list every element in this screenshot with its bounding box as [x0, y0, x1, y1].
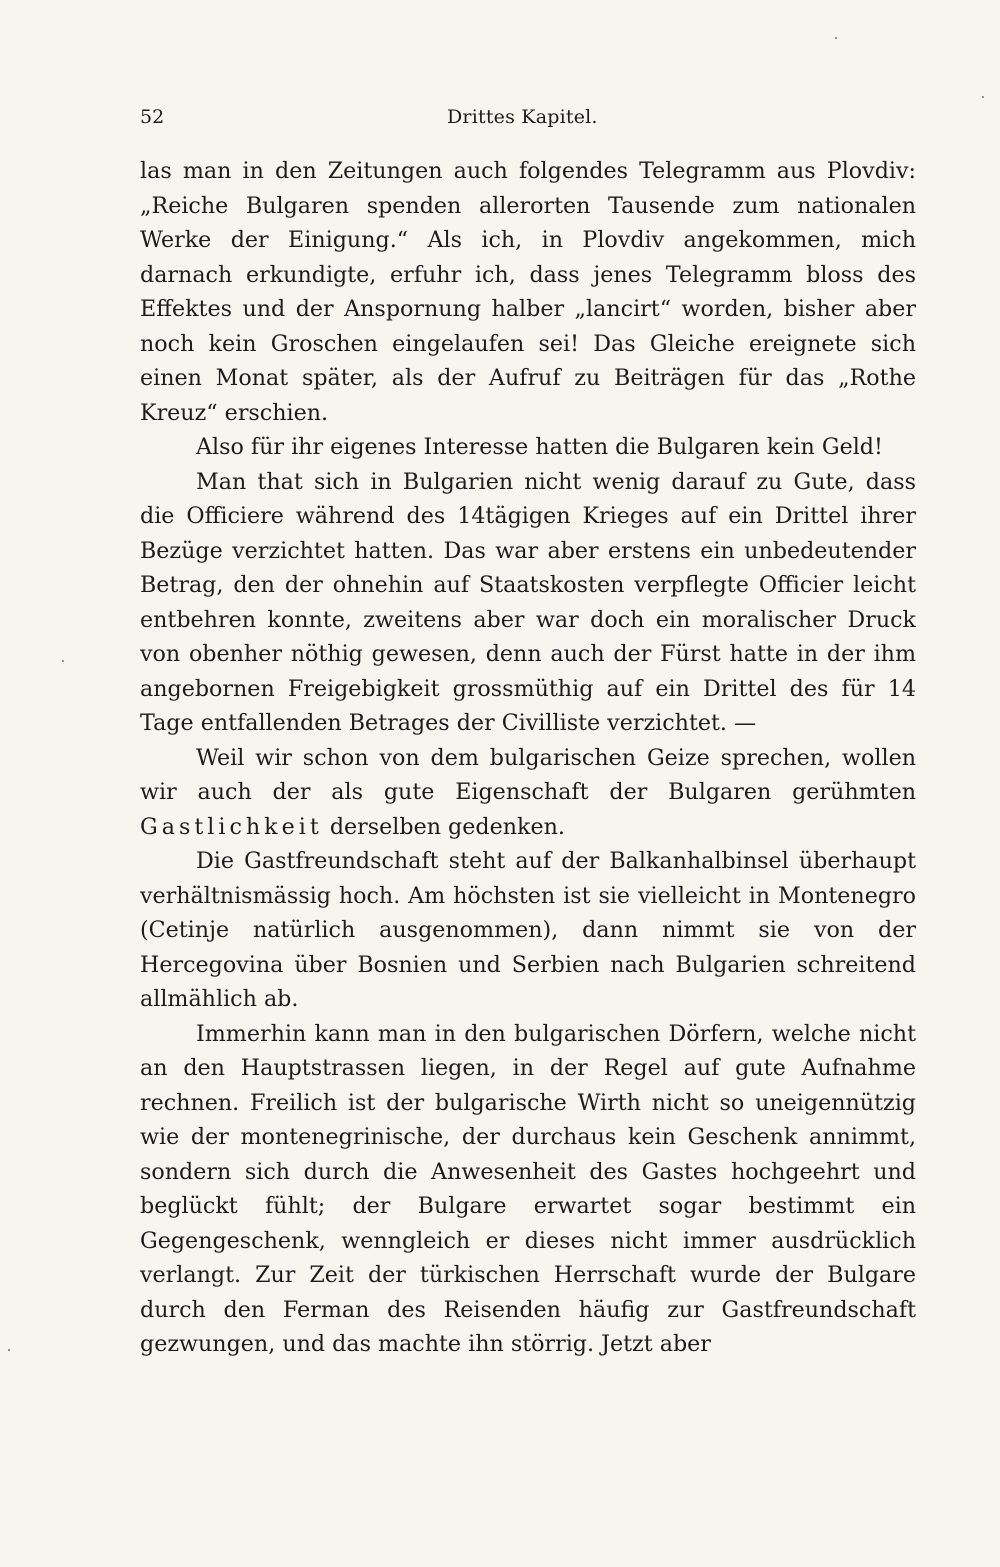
- paper-speck: [8, 1349, 10, 1351]
- page-header: [140, 102, 916, 134]
- paper-speck: [62, 660, 64, 662]
- emphasized-word: Gastlichkeit: [140, 813, 323, 840]
- paragraph-6: Immerhin kann man in den bulgarischen Dörfern, welche nicht an den Hauptstrassen liegen, in der Regel auf gute Aufnahme rechnen. Freilich ist der bulgarische Wirth nicht so uneigennützig wie der montenegrinische, der durchaus kein Geschenk annimmt, sondern sich durch die Anwesenheit des Gastes hochgeehrt und beglückt fühlt; der Bulgare erwartet sogar bestimmt ein Gegengeschenk, wenngleich er dieses nicht immer ausdrücklich verlangt. Zur Zeit der türkischen Herrschaft wurde der Bulgare durch den Ferman des Reisenden häufig zur Gastfreundschaft gezwungen, und das machte ihn störrig. Jetzt aber: [140, 1020, 916, 1357]
- body-text: [140, 154, 916, 1362]
- paper-speck: [982, 96, 984, 98]
- paragraph-2: Also für ihr eigenes Interesse hatten die Bulgaren kein Geld!: [196, 434, 883, 460]
- running-title: Drittes Kapitel.: [447, 106, 598, 128]
- paragraph-4-end: derselben gedenken.: [322, 813, 565, 840]
- paragraph-4: [140, 741, 916, 845]
- paragraph-1: las man in den Zeitungen auch folgendes Telegramm aus Plovdiv: „Reiche Bulgaren spenden allerorten Tausende zum nationalen Werke der Einigung.“ Als ich, in Plovdiv angekommen, mich darnach erkundigte, erfuhr ich, dass jenes Telegramm bloss des Effektes und der Anspornung halber „lancirt“ worden, bisher aber noch kein Groschen eingelaufen sei! Das Gleiche ereignete sich einen Monat später, als der Aufruf zu Beiträgen für das „Rothe Kreuz“ erschien.: [140, 158, 916, 426]
- paragraph-3: Man that sich in Bulgarien nicht wenig darauf zu Gute, dass die Officiere während des 14tägigen Krieges auf ein Drittel ihrer Bezüge verzichtet hatten. Das war aber erstens ein unbedeutender Betrag, den der ohnehin auf Staatskosten verpflegte Officier leicht entbehren konnte, zweitens aber war doch ein moralischer Druck von obenher nöthig gewesen, denn auch der Fürst hatte in der ihm angebornen Freigebigkeit grossmüthig auf ein Drittel des für 14 Tage entfallenden Betrages der Civilliste verzichtet. —: [140, 468, 916, 736]
- paper-speck: [835, 37, 837, 39]
- paragraph-4-start: Weil wir schon von dem bulgarischen Geize sprechen, wollen wir auch der als gute Eigenschaft der Bulgaren gerühmten: [140, 744, 916, 805]
- paragraph-5: Die Gastfreundschaft steht auf der Balkanhalbinsel überhaupt verhältnismässig hoch. Am höchsten ist sie vielleicht in Montenegro (Cetinje natürlich ausgenommen), dann nimmt sie von der Hercegovina über Bosnien und Serbien nach Bulgarien schreitend allmählich ab.: [140, 848, 916, 1012]
- page-number: 52: [140, 106, 165, 128]
